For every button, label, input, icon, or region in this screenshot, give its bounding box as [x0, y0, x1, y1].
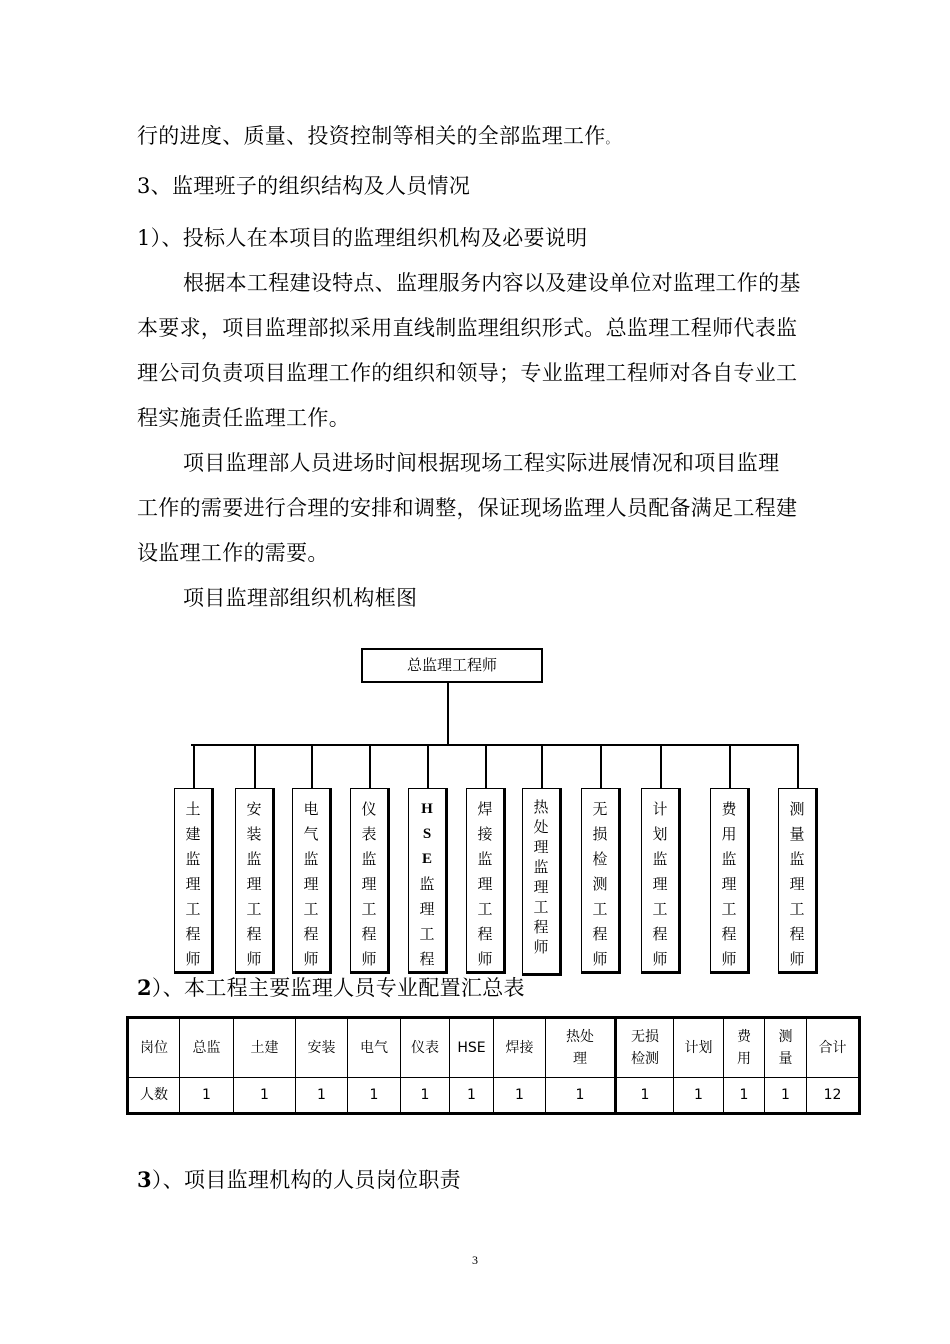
role-char: 监	[652, 850, 668, 868]
role-char: 监	[185, 850, 201, 868]
role-char: 程	[477, 925, 493, 943]
role-char: 师	[246, 950, 262, 968]
header-text: 理	[573, 1051, 587, 1067]
row-label: 岗位	[128, 1018, 180, 1078]
role-char: 师	[533, 938, 549, 956]
role-char: E	[421, 851, 432, 867]
role-char: 建	[185, 825, 201, 843]
role-char: 工	[303, 900, 319, 918]
role-char: 师	[789, 950, 805, 968]
role-char: 计	[652, 800, 668, 818]
connector-line	[541, 744, 543, 788]
header-text: 合计	[818, 1040, 847, 1056]
role-char: 理	[477, 875, 493, 893]
section-heading-3: 3、监理班子的组织结构及人员情况	[137, 174, 471, 198]
role-char: 工	[592, 900, 608, 918]
table-row	[128, 1078, 860, 1114]
header-cell	[180, 1018, 234, 1078]
header-cell	[296, 1018, 348, 1078]
role-char: 师	[185, 950, 201, 968]
role-char: 工	[533, 898, 549, 916]
role-char: 程	[419, 950, 435, 968]
role-char: 监	[419, 875, 435, 893]
role-char: 焊	[477, 800, 493, 818]
count-cell: 1	[401, 1078, 450, 1114]
role-char: 程	[789, 925, 805, 943]
header-text: 计划	[684, 1040, 713, 1056]
role-box	[466, 788, 506, 974]
paragraph-text: 行的进度、质量、投资控制等相关的全部监理工作	[137, 124, 606, 148]
role-char: 安	[246, 800, 262, 818]
header-cell	[234, 1018, 296, 1078]
role-box	[710, 788, 750, 974]
role-char: 理	[652, 875, 668, 893]
paragraph-line: 程实施责任监理工作。	[137, 406, 350, 430]
count-cell: 1	[296, 1078, 348, 1114]
role-char: 工	[477, 900, 493, 918]
role-char: 程	[592, 925, 608, 943]
role-char: 测	[789, 800, 805, 818]
role-char: 理	[533, 878, 549, 896]
role-char: 处	[533, 818, 549, 836]
role-char: 程	[361, 925, 377, 943]
role-char: 损	[592, 825, 608, 843]
role-char: 理	[721, 875, 737, 893]
role-char: 工	[721, 900, 737, 918]
role-char: 仪	[361, 800, 377, 818]
role-char: 工	[789, 900, 805, 918]
subsection-heading-1: 1）、投标人在本项目的监理组织机构及必要说明	[137, 226, 588, 250]
count-cell: 1	[724, 1078, 765, 1114]
count-cell: 1	[765, 1078, 807, 1114]
role-char: 师	[652, 950, 668, 968]
role-char: 测	[592, 875, 608, 893]
section-heading-2	[137, 973, 525, 1003]
role-char: 工	[246, 900, 262, 918]
count-cell: 1	[180, 1078, 234, 1114]
header-text: 检测	[631, 1051, 659, 1067]
paragraph-line: 工作的需要进行合理的安排和调整，保证现场监理人员配备满足工程建	[137, 496, 798, 520]
header-text: 总监	[192, 1040, 221, 1056]
connector-line	[369, 744, 371, 788]
header-text: 测	[778, 1029, 793, 1045]
section-title: ）、本工程主要监理人员专业配置汇总表	[151, 976, 525, 1000]
role-char: 程	[185, 925, 201, 943]
role-box	[581, 788, 621, 974]
role-char: 工	[652, 900, 668, 918]
header-text: 热处	[566, 1029, 594, 1045]
role-char: 师	[592, 950, 608, 968]
header-cell	[450, 1018, 494, 1078]
header-text: 无损	[631, 1029, 659, 1045]
role-box	[174, 788, 214, 974]
count-cell: 12	[807, 1078, 860, 1114]
header-cell	[674, 1018, 724, 1078]
role-char: 师	[303, 950, 319, 968]
count-cell: 1	[674, 1078, 724, 1114]
role-box	[641, 788, 681, 974]
paragraph-line: 项目监理部人员进场时间根据现场工程实际进展情况和项目监理	[183, 451, 780, 475]
count-cell: 1	[348, 1078, 401, 1114]
header-text: 电气	[360, 1040, 388, 1056]
header-text: 费	[737, 1029, 751, 1045]
header-cell	[807, 1018, 860, 1078]
section-number: 3	[137, 1167, 152, 1192]
role-box	[408, 788, 448, 974]
connector-line	[660, 744, 662, 788]
role-char: 检	[592, 850, 608, 868]
connector-line	[729, 744, 731, 788]
count-cell: 1	[616, 1078, 674, 1114]
chart-caption: 项目监理部组织机构框图	[183, 586, 418, 610]
role-char: 理	[303, 875, 319, 893]
role-char: 理	[185, 875, 201, 893]
header-text: 焊接	[505, 1040, 534, 1056]
role-char: 工	[419, 925, 435, 943]
paragraph-line: 根据本工程建设特点、监理服务内容以及建设单位对监理工作的基	[183, 271, 801, 295]
role-char: 监	[246, 850, 262, 868]
count-cell: 1	[234, 1078, 296, 1114]
role-char: 表	[361, 825, 377, 843]
role-box	[522, 788, 562, 976]
role-char: H	[421, 801, 433, 817]
role-char: 程	[652, 925, 668, 943]
period: 。	[605, 132, 618, 146]
page-number: 3	[472, 1253, 478, 1267]
header-text: 量	[778, 1051, 793, 1067]
table-header-row	[128, 1018, 860, 1078]
role-char: 量	[789, 825, 805, 843]
role-char: 程	[246, 925, 262, 943]
section-heading-3-duties	[137, 1165, 461, 1195]
staff-table	[126, 1016, 861, 1115]
role-box	[235, 788, 275, 974]
paragraph-line: 本要求，项目监理部拟采用直线制监理组织形式。总监理工程师代表监	[137, 316, 798, 340]
header-cell	[348, 1018, 401, 1078]
header-cell	[765, 1018, 807, 1078]
paragraph-line: 设监理工作的需要。	[137, 541, 329, 565]
header-text: 安装	[307, 1040, 336, 1056]
paragraph-line: 理公司负责项目监理工作的组织和领导；专业监理工程师对各自专业工	[137, 361, 798, 385]
chief-engineer-box: 总监理工程师	[361, 648, 543, 683]
count-cell: 1	[546, 1078, 616, 1114]
role-char: 装	[246, 825, 262, 843]
role-char: 理	[789, 875, 805, 893]
header-cell	[494, 1018, 546, 1078]
role-char: 热	[533, 798, 549, 816]
header-text: 土建	[250, 1040, 279, 1056]
connector-line	[311, 744, 313, 788]
count-cell: 1	[494, 1078, 546, 1114]
role-char: 程	[721, 925, 737, 943]
connector-line	[485, 744, 487, 788]
role-char: 工	[361, 900, 377, 918]
header-cell	[616, 1018, 674, 1078]
role-char: 师	[361, 950, 377, 968]
role-char: 理	[419, 900, 435, 918]
role-char: 监	[361, 850, 377, 868]
role-char: 程	[303, 925, 319, 943]
connector-line	[447, 683, 449, 745]
role-char: 工	[185, 900, 201, 918]
role-char: 理	[246, 875, 262, 893]
section-title: ）、项目监理机构的人员岗位职责	[151, 1168, 461, 1192]
role-char: 监	[303, 850, 319, 868]
count-cell: 1	[450, 1078, 494, 1114]
header-text: 仪表	[411, 1040, 439, 1056]
header-cell	[401, 1018, 450, 1078]
role-box	[292, 788, 332, 974]
header-text: HSE	[457, 1040, 486, 1056]
connector-line	[427, 744, 429, 788]
connector-line	[191, 744, 797, 746]
role-char: 气	[303, 825, 319, 843]
role-char: 电	[303, 800, 319, 818]
role-char: 理	[361, 875, 377, 893]
role-char: 划	[652, 825, 668, 843]
connector-line	[797, 744, 799, 788]
connector-line	[254, 744, 256, 788]
role-char: 用	[721, 825, 737, 843]
section-number: 2	[137, 975, 152, 1000]
connector-line	[600, 744, 602, 788]
role-char: 无	[592, 800, 608, 818]
role-char: 监	[477, 850, 493, 868]
header-cell	[546, 1018, 616, 1078]
row-label: 人数	[128, 1078, 180, 1114]
role-box	[350, 788, 390, 974]
role-char: 费	[721, 800, 737, 818]
role-char: 师	[721, 950, 737, 968]
header-text: 用	[737, 1051, 751, 1067]
role-char: 土	[185, 800, 201, 818]
role-char: 监	[533, 858, 549, 876]
role-char: 监	[789, 850, 805, 868]
role-char: S	[422, 826, 432, 842]
role-char: 程	[533, 918, 549, 936]
role-box	[778, 788, 818, 974]
connector-line	[193, 744, 195, 788]
role-char: 监	[721, 850, 737, 868]
header-cell	[724, 1018, 765, 1078]
role-char: 接	[477, 825, 493, 843]
role-char: 理	[533, 838, 549, 856]
role-char: 师	[477, 950, 493, 968]
